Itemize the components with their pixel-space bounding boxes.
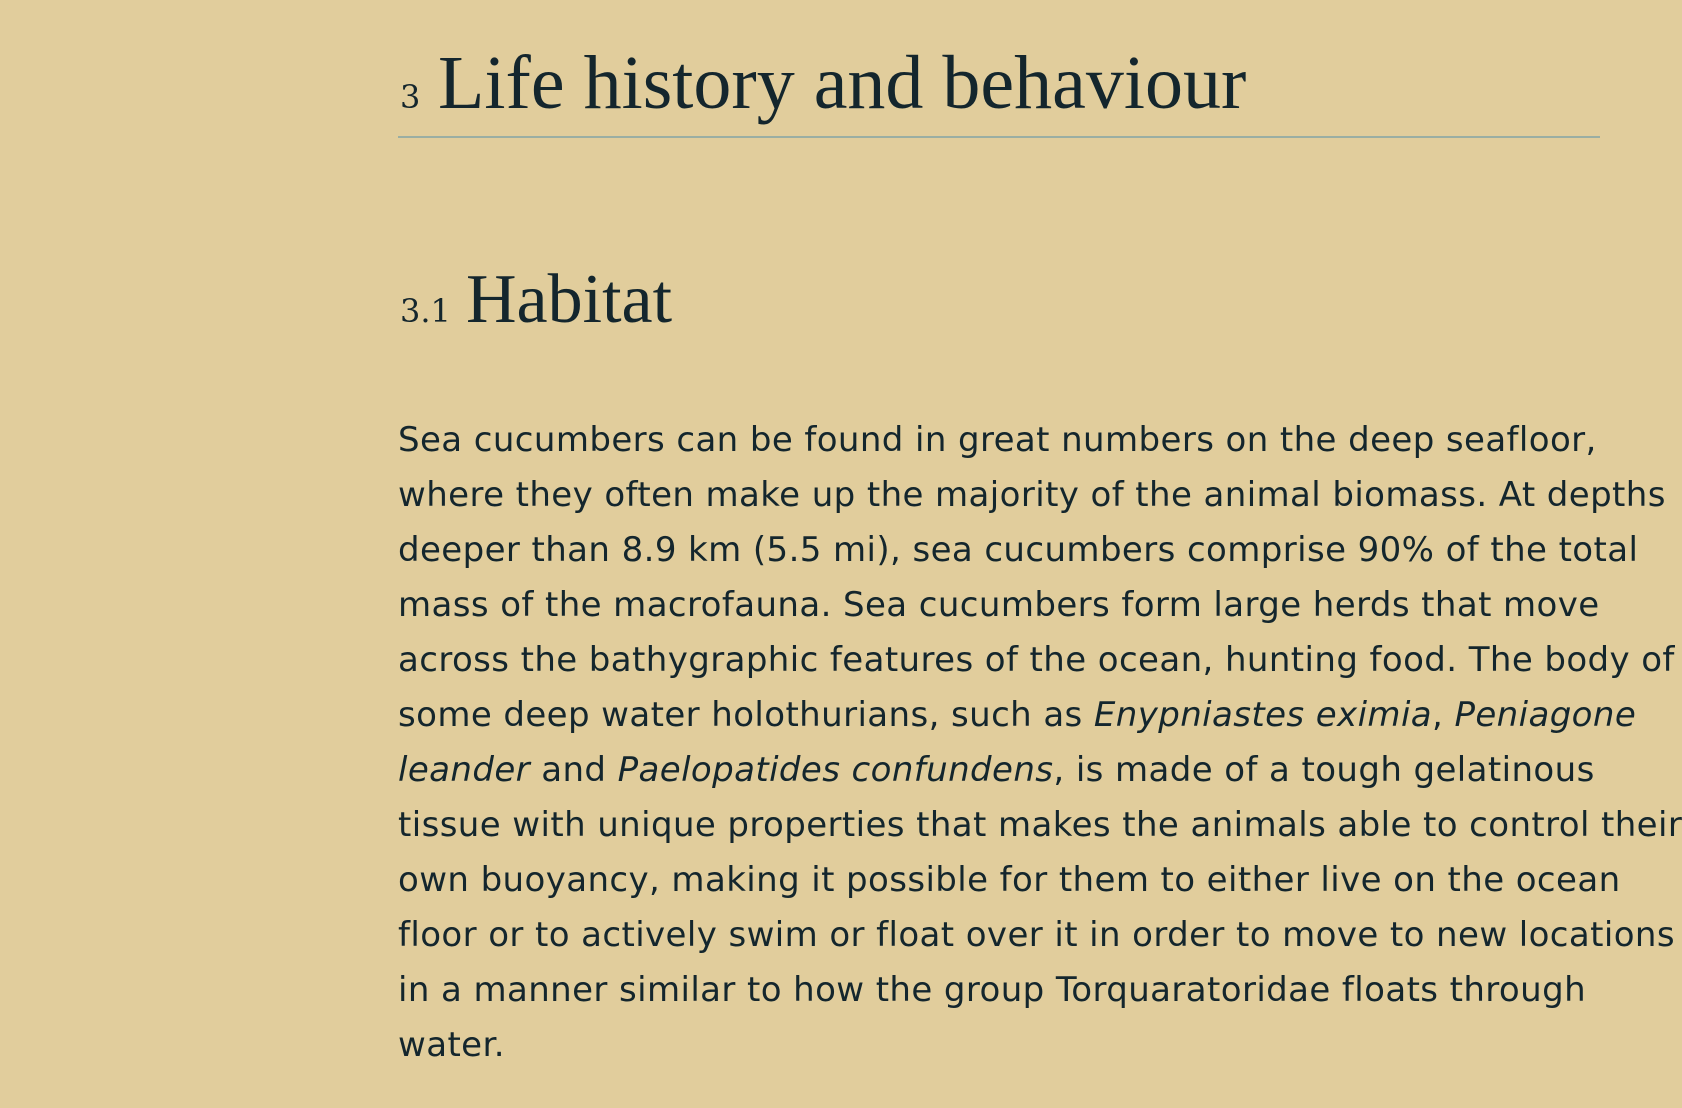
paragraph-line: [398, 908, 1675, 963]
species-name: leander: [398, 750, 531, 790]
text-run: own buoyancy, making it possible for them to either live on the ocean: [398, 860, 1621, 900]
text-run: ,: [1432, 695, 1455, 735]
paragraph-line: [398, 853, 1638, 908]
subsection-title: Habitat: [466, 261, 673, 338]
paragraph-line: [398, 1018, 1638, 1073]
paragraph-line: [398, 743, 1638, 798]
section-number: 3: [400, 78, 421, 116]
text-run: deeper than 8.9 km (5.5 mi), sea cucumbers comprise 90% of the total: [398, 530, 1639, 570]
text-run: some deep water holothurians, such as: [398, 695, 1094, 735]
paragraph-line: [398, 963, 1638, 1018]
text-run: where they often make up the majority of the animal biomass. At depths: [398, 475, 1666, 515]
text-run: water.: [398, 1025, 505, 1065]
section-heading: [398, 40, 1600, 138]
text-run: in a manner similar to how the group Torquaratoridae floats through: [398, 970, 1587, 1010]
text-run: and: [530, 750, 618, 790]
habitat-paragraph: [398, 413, 1682, 1073]
text-run: , is made of a tough gelatinous: [1053, 750, 1595, 790]
text-run: mass of the macrofauna. Sea cucumbers form large herds that move: [398, 585, 1600, 625]
paragraph-line: [398, 523, 1638, 578]
subsection-number: 3.1: [400, 292, 451, 330]
paragraph-line: [398, 688, 1638, 743]
paragraph-line: [398, 633, 1675, 688]
text-run: tissue with unique properties that makes the animals able to control their: [398, 805, 1682, 845]
text-run: Sea cucumbers can be found in great numbers on the deep seafloor,: [398, 420, 1597, 460]
paragraph-line: [398, 798, 1682, 853]
paragraph-line: [398, 468, 1666, 523]
species-name: Paelopatides confundens: [617, 750, 1054, 790]
paragraph-line: [398, 413, 1638, 468]
text-run: across the bathygraphic features of the ocean, hunting food. The body of: [398, 640, 1675, 680]
species-name: Peniagone: [1454, 695, 1637, 735]
paragraph-line: [398, 578, 1638, 633]
text-run: floor or to actively swim or float over it in order to move to new locations: [398, 915, 1675, 955]
species-name: Enypniastes eximia: [1093, 695, 1433, 735]
section-title: Life history and behaviour: [438, 41, 1247, 125]
